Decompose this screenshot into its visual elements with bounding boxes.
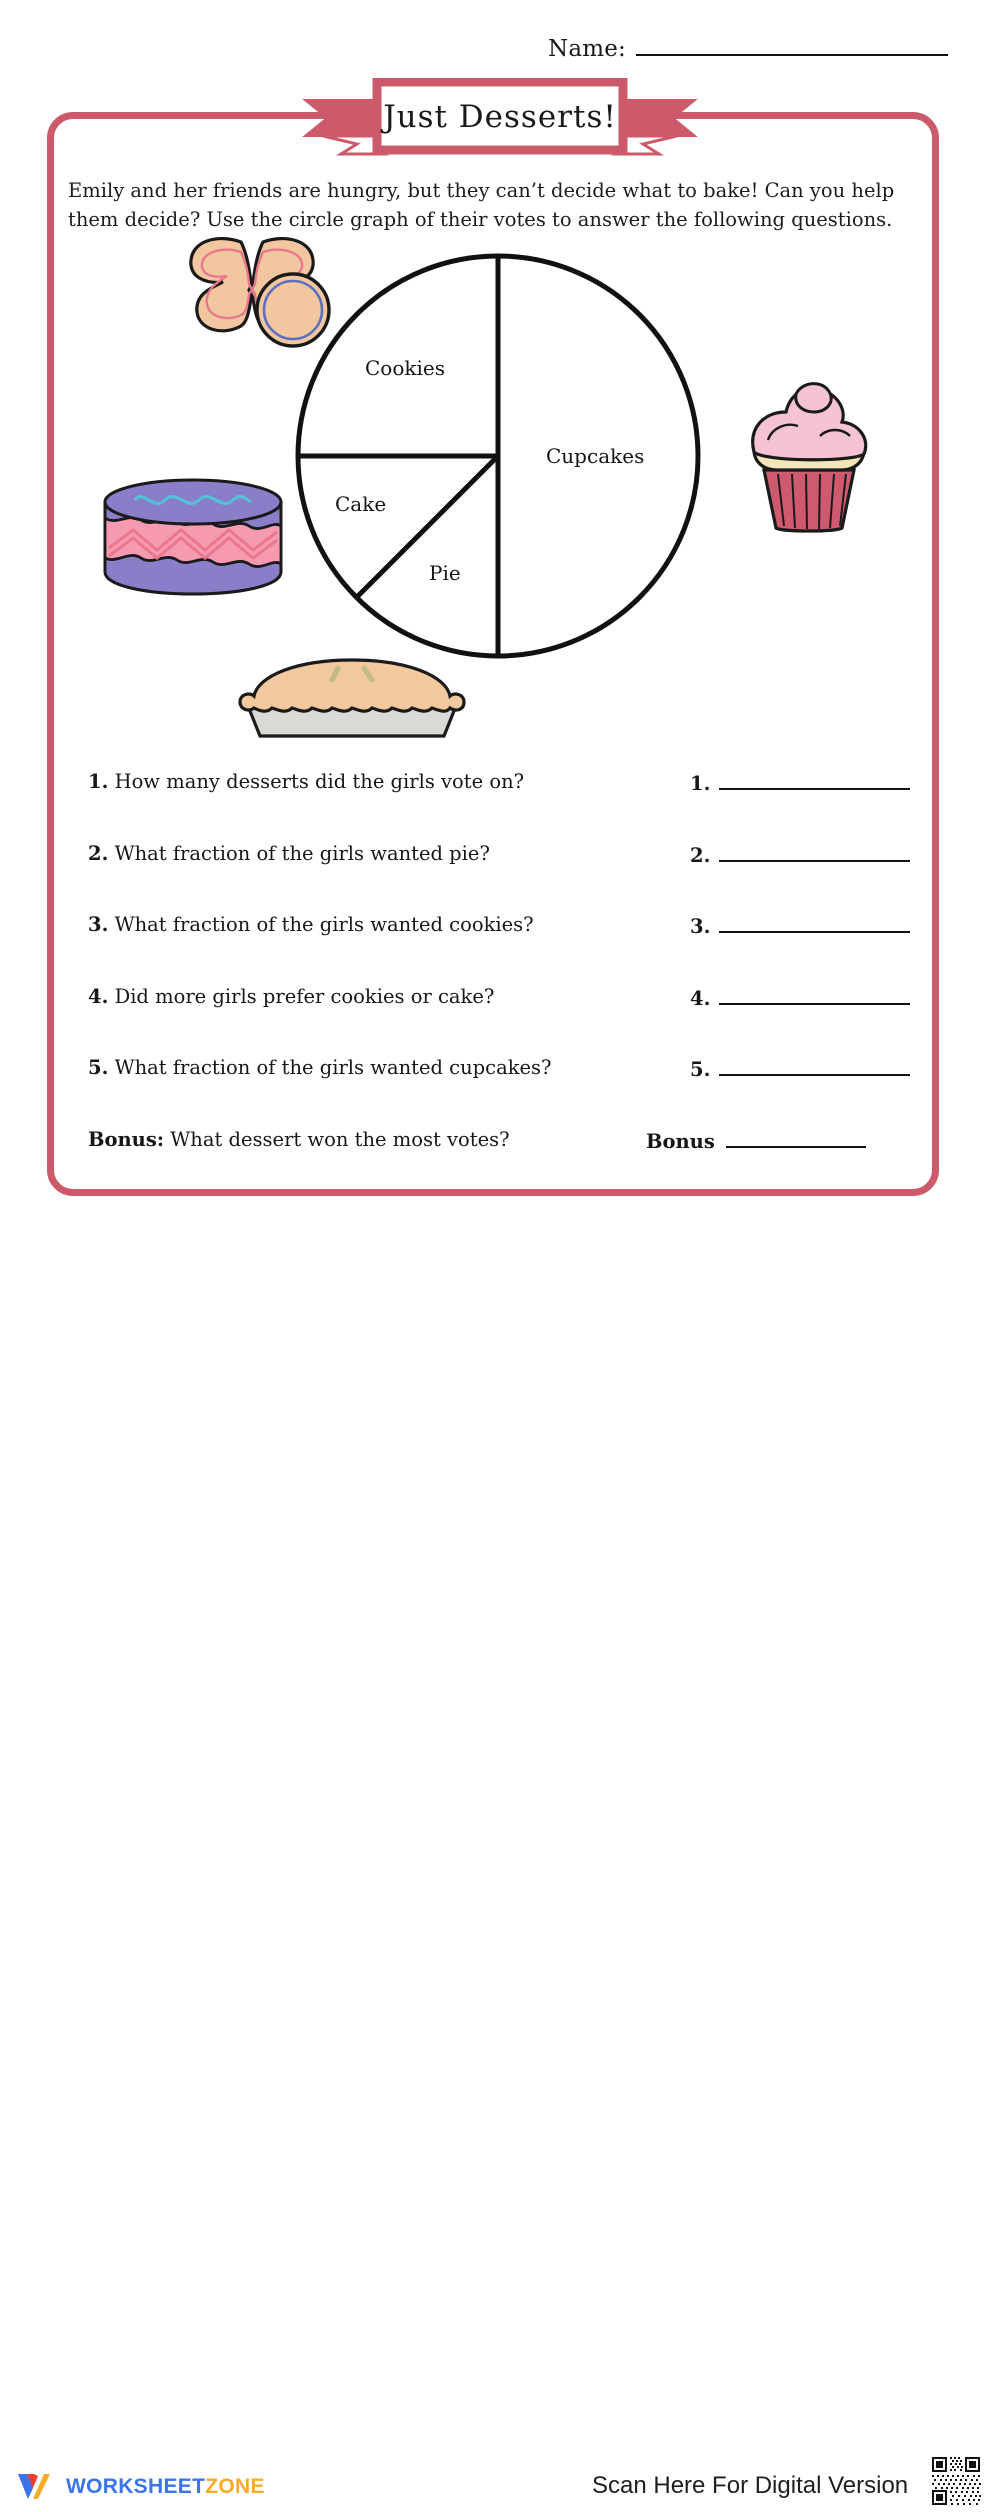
question-text-2 xyxy=(88,842,490,865)
circle-graph xyxy=(290,248,706,664)
question-text-4 xyxy=(88,985,494,1008)
pie-illustration xyxy=(232,652,472,744)
bonus-answer-blank[interactable] xyxy=(726,1128,866,1148)
scan-prompt-text: Scan Here For Digital Version xyxy=(592,2472,909,2499)
title-ribbon xyxy=(301,78,699,158)
question-row xyxy=(88,770,910,842)
question-number-4: 4. xyxy=(88,984,109,1008)
logo-word-worksheet: WORKSHEET xyxy=(66,2475,206,2498)
answer-number-1: 1. xyxy=(690,772,711,795)
question-number-3: 3. xyxy=(88,913,109,936)
answer-row-2 xyxy=(690,842,910,867)
bonus-answer-label: Bonus xyxy=(646,1129,715,1153)
intro-paragraph: Emily and her friends are hungry, but they can’t decide what to bake! Can you help them decide? Use the circle graph of their votes to answer the following questions. xyxy=(68,179,895,231)
question-row xyxy=(88,842,910,914)
name-input-blank[interactable] xyxy=(636,32,948,56)
pie-slice-label-pie: Pie xyxy=(429,561,461,585)
answer-blank-4[interactable] xyxy=(719,985,910,1005)
page-footer xyxy=(0,1222,1000,2499)
cake-icon xyxy=(95,468,291,600)
question-body-2: What fraction of the girls wanted pie? xyxy=(114,841,490,865)
pie-slice-label-cake: Cake xyxy=(335,492,387,516)
name-field-row xyxy=(548,32,948,68)
answer-row-5 xyxy=(690,1056,910,1081)
answer-row-4 xyxy=(690,985,910,1010)
pie-slice-label-cookies: Cookies xyxy=(365,356,445,380)
answer-blank-5[interactable] xyxy=(719,1056,910,1076)
cookies-icon xyxy=(183,232,335,350)
answer-blank-2[interactable] xyxy=(719,842,910,862)
bonus-question-text xyxy=(88,1128,510,1151)
question-text-3 xyxy=(88,913,534,936)
answer-row-1 xyxy=(690,770,910,795)
bonus-label: Bonus: xyxy=(88,1127,165,1151)
question-number-2: 2. xyxy=(88,841,109,865)
worksheetzone-logo[interactable] xyxy=(14,2470,265,2504)
cake-illustration xyxy=(95,468,291,600)
pie-icon xyxy=(232,652,472,744)
logo-wordmark xyxy=(66,2475,265,2499)
question-body-4: Did more girls prefer cookies or cake? xyxy=(114,984,495,1008)
question-row xyxy=(88,1056,910,1128)
question-body-3: What fraction of the girls wanted cookies? xyxy=(114,913,534,936)
question-number-5: 5. xyxy=(88,1056,109,1079)
questions-list xyxy=(88,770,910,1199)
qr-code-svg xyxy=(929,2454,983,2508)
question-text-5 xyxy=(88,1056,552,1079)
cupcake-illustration xyxy=(724,378,894,536)
answer-number-5: 5. xyxy=(690,1058,711,1081)
cookies-illustration xyxy=(183,232,335,350)
answer-blank-1[interactable] xyxy=(719,770,910,790)
bonus-question-row xyxy=(88,1128,910,1200)
logo-mark-icon xyxy=(14,2471,58,2503)
question-body-1: How many desserts did the girls vote on? xyxy=(114,770,525,793)
qr-code-icon[interactable] xyxy=(929,2454,983,2508)
question-number-1: 1. xyxy=(88,770,109,793)
answer-number-2: 2. xyxy=(690,843,711,867)
page-title: Just Desserts! xyxy=(383,98,617,135)
answer-row-3 xyxy=(690,913,910,938)
question-row xyxy=(88,913,910,985)
pie-slice-label-cupcakes: Cupcakes xyxy=(546,444,645,468)
logo-word-zone: ZONE xyxy=(205,2475,265,2498)
bonus-body: What dessert won the most votes? xyxy=(170,1127,510,1151)
answer-number-3: 3. xyxy=(690,915,711,938)
bonus-answer-row xyxy=(646,1128,866,1153)
question-body-5: What fraction of the girls wanted cupcakes? xyxy=(114,1056,552,1079)
answer-number-4: 4. xyxy=(690,986,711,1010)
question-row xyxy=(88,985,910,1057)
cupcake-icon xyxy=(724,378,894,536)
name-label: Name: xyxy=(548,36,627,62)
question-text-1 xyxy=(88,770,524,793)
answer-blank-3[interactable] xyxy=(719,913,910,933)
